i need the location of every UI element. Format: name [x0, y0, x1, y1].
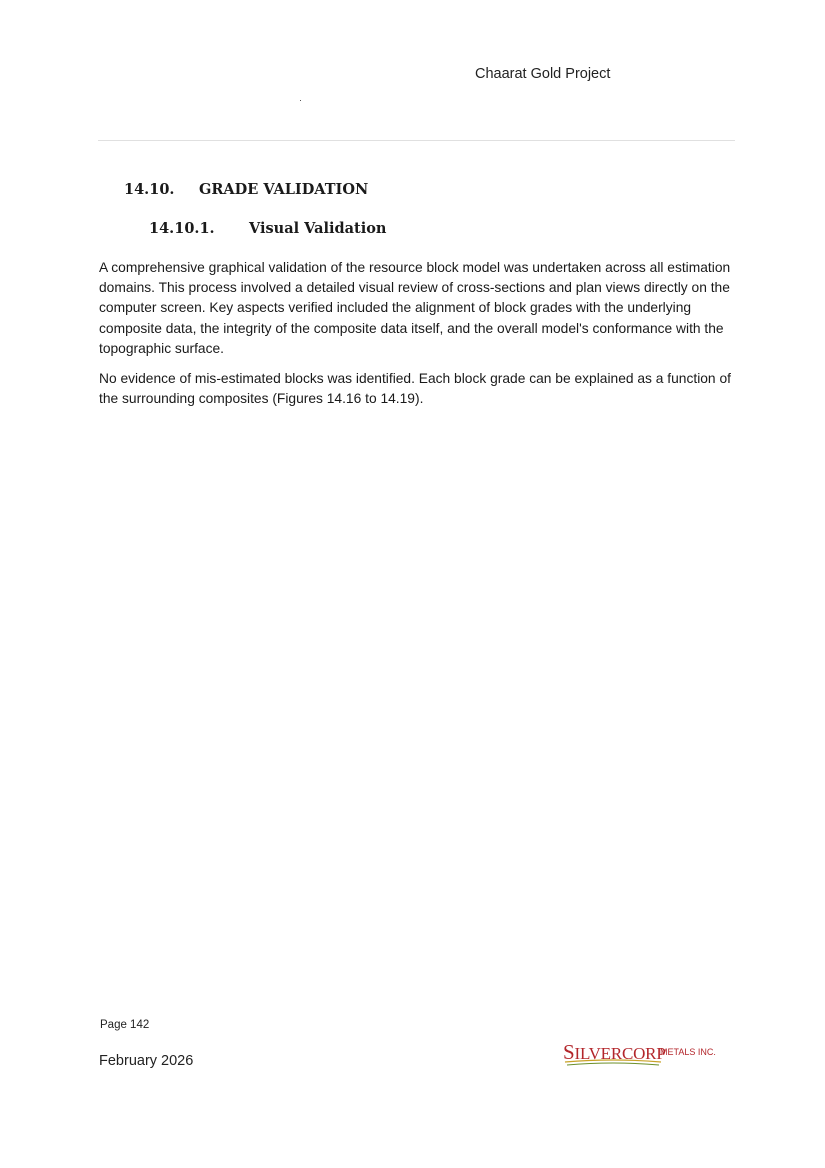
- footer-date: February 2026: [99, 1053, 194, 1069]
- logo-swoosh-icon: [563, 1059, 663, 1067]
- header-title: Chaarat Gold Project: [475, 66, 611, 82]
- logo-subtitle: METALS INC.: [660, 1047, 716, 1057]
- body-text: [99, 258, 734, 419]
- header-dot: [300, 100, 301, 101]
- section-title: GRADE VALIDATION: [199, 181, 369, 198]
- subsection-number: 14.10.1.: [149, 220, 215, 237]
- page-number: Page 142: [100, 1019, 150, 1031]
- paragraph: No evidence of mis-estimated blocks was identified. Each block grade can be explained as a function of the surrounding composites (Figures 14.16 to 14.19).: [99, 371, 731, 407]
- silvercorp-logo: [563, 1040, 728, 1068]
- subsection-title: Visual Validation: [249, 220, 387, 237]
- paragraph: A comprehensive graphical validation of the resource block model was undertaken across all estimation domains. This process involved a detailed visual review of cross-sections and plan views directly on the computer screen. Key aspects verified included the alignment of block grades with the underlying composite data, the integrity of the composite data itself, and the overall model's conformance with the topographic surface.: [99, 260, 731, 356]
- subsection-heading: [149, 220, 386, 237]
- logo-rest: ILVERCORP: [574, 1044, 666, 1063]
- logo-initial: S: [563, 1040, 575, 1064]
- header-divider: [98, 140, 735, 141]
- section-number: 14.10.: [124, 181, 175, 198]
- section-heading: [124, 181, 368, 198]
